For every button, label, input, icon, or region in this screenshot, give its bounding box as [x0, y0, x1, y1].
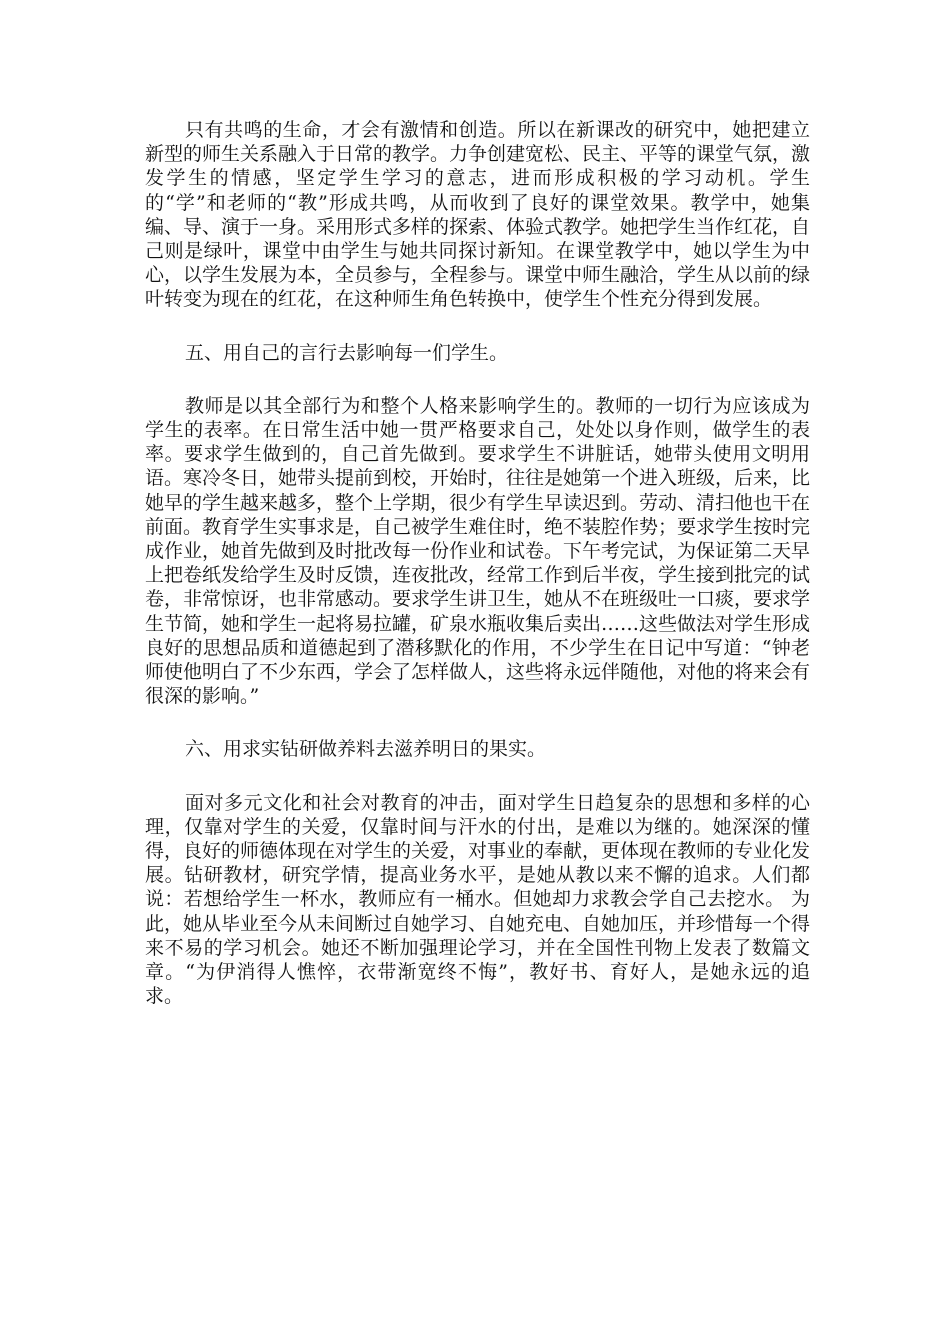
paragraph-section-5: 教师是以其全部行为和整个人格来影响学生的。教师的一切行为应该成为学生的表率。在日常生活中她一贯严格要求自己，处处以身作则，做学生的表率。要求学生做到的，自己首先做到。要求学生不讲脏话，她带头使用文明用语。寒冷冬日，她带头提前到校，开始时，往往是她第一个进入班级，后来，比她早的学生越来越多，整个上学期，很少有学生早读迟到。劳动、清扫他也干在前面。教育学生实事求是，自己被学生难住时，绝不装腔作势；要求学生按时完成作业，她首先做到及时批改每一份作业和试卷。下午考完试，为保证第二天早上把卷纸发给学生及时反馈，连夜批改，经常工作到后半夜，学生接到批完的试卷，非常惊讶，也非常感动。要求学生讲卫生，她从不在班级吐一口痰，要求学生节简，她和学生一起将易拉罐，矿泉水瓶收集后卖出……这些做法对学生形成良好的思想品质和道德起到了潜移默化的作用，不少学生在日记中写道：“钟老师使他明白了不少东西，学会了怎样做人，这些将永远伴随他，对他的将来会有很深的影响。” [145, 394, 811, 708]
document-body [145, 118, 810, 1009]
paragraph-intro: 只有共鸣的生命，才会有激情和创造。所以在新课改的研究中，她把建立新型的师生关系融入于日常的教学。力争创建宽松、民主、平等的课堂气氛，激发学生的情感，坚定学生学习的意志，进而形成积极的学习动机。学生的“学”和老师的“教”形成共鸣，从而收到了良好的课堂效果。教学中，她集编、导、演于一身。采用形式多样的探索、体验式教学。她把学生当作红花，自己则是绿叶，课堂中由学生与她共同探讨新知。在课堂教学中，她以学生为中心，以学生发展为本，全员参与，全程参与。课堂中师生融洽，学生从以前的绿叶转变为现在的红花，在这种师生角色转换中，使学生个性充分得到发展。 [145, 119, 811, 311]
paragraph-section-6: 面对多元文化和社会对教育的冲击，面对学生日趋复杂的思想和多样的心理，仅靠对学生的关爱，仅靠时间与汗水的付出，是难以为继的。她深深的懂得，良好的师德体现在对学生的关爱，对事业的奉献，更体现在教师的专业化发展。钻研教材，研究学情，提高业务水平，是她从教以来不懈的追求。人们都说：若想给学生一杯水，教师应有一桶水。但她却力求教会学自己去挖水。 为此，她从毕业至今从未间断过自她学习、自她充电、自她加压，并珍惜每一个得来不易的学习机会。她还不断加强理论学习，并在全国性刊物上发表了数篇文章。“为伊消得人憔悴，衣带渐宽终不悔”，教好书、育好人，是她永远的追求。 [145, 791, 811, 1008]
section-heading-5: 五、用自己的言行去影响每一们学生。 [185, 341, 509, 364]
section-heading-6: 六、用求实钻研做养料去滋养明日的果实。 [185, 738, 547, 761]
